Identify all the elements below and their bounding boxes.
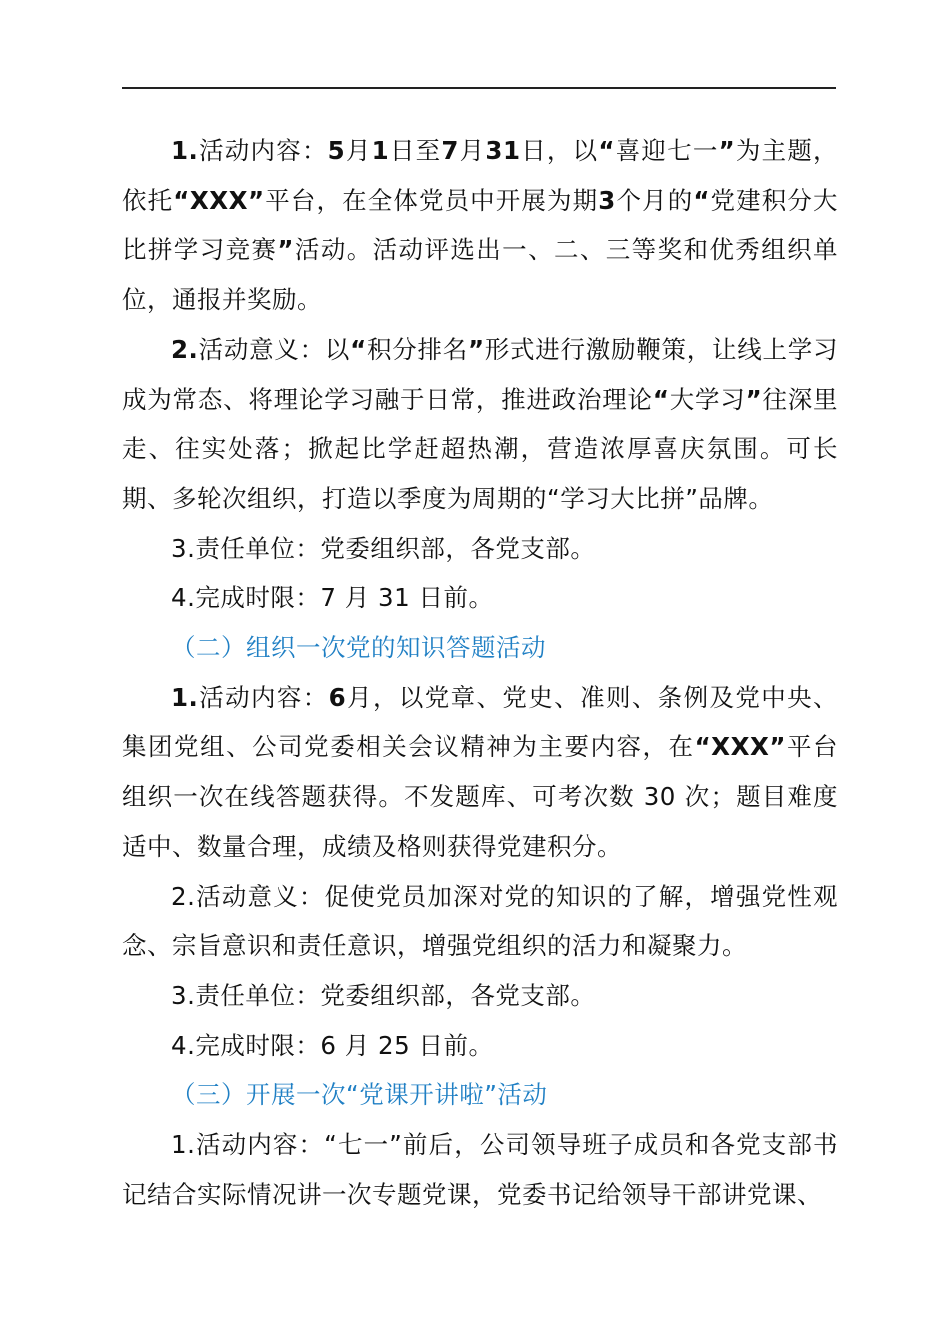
text-run: 2.活动意义：促使党员加深对党的知识的了解，增强党性观念、宗旨意识和责任意识，增强党组织的活力和凝聚力。 — [122, 881, 838, 961]
body-paragraph — [122, 573, 838, 623]
body-paragraph — [122, 673, 838, 872]
text-run: 大学习 — [669, 384, 746, 414]
bold-run: “XXX” — [694, 732, 786, 762]
text-run: 积分排名 — [366, 334, 468, 364]
bold-run: 3 — [598, 185, 616, 215]
text-run: 形式进行激励鞭策，让线上学习成为常态、将理论学习融于日常，推进政治理论 — [122, 334, 839, 414]
bold-run: 31 — [485, 136, 521, 165]
section-heading — [122, 623, 838, 673]
text-run: 平台，在全体党员中开展为期 — [264, 185, 599, 215]
text-run: 平台组织一次在线答题获得。不发题库、可考次数 30 次；题目难度适中、数量合理，成绩及格则获得党建积分。 — [122, 732, 839, 861]
bold-run: 5 — [327, 136, 346, 165]
text-run: 3.责任单位：党委组织部，各党支部。 — [171, 533, 596, 563]
bold-run: ” — [745, 384, 763, 414]
text-run: 4.完成时限：7 月 31 日前。 — [171, 583, 494, 613]
text-run: （三）开展一次“党课开讲啦”活动 — [171, 1080, 548, 1110]
bold-run: ” — [718, 136, 736, 165]
body-paragraph — [122, 524, 838, 574]
bold-run: “ — [598, 136, 615, 165]
bold-run: ” — [467, 334, 485, 364]
body-paragraph — [122, 325, 838, 524]
text-run: 日至 — [389, 136, 442, 165]
text-run: 活动意义：以 — [198, 334, 351, 364]
text-run: 活动。活动评选出一、二、三等奖和优秀组织单位，通报并奖励。 — [122, 235, 838, 315]
header-rule — [122, 87, 836, 89]
body-paragraph — [122, 872, 838, 971]
text-run: 往深里走、往实处落；掀起比学赶超热潮，营造浓厚喜庆氛围。可长期、多轮次组织，打造以季度为周期的“学习大比拼”品牌。 — [122, 384, 839, 513]
bold-run: “ — [350, 334, 367, 364]
body-paragraph — [122, 1120, 838, 1219]
bold-run: 1. — [171, 136, 199, 165]
bold-run: “ — [652, 384, 670, 414]
text-run: 活动内容： — [198, 682, 329, 712]
text-run: （二）组织一次党的知识答题活动 — [171, 633, 546, 663]
text-run: 4.完成时限：6 月 25 日前。 — [171, 1030, 494, 1060]
text-run: 1.活动内容：“七一”前后，公司领导班子成员和各党支部书记结合实际情况讲一次专题党课，党委书记给领导干部讲党课、 — [122, 1130, 838, 1209]
body-paragraph — [122, 1021, 838, 1071]
text-run: 党建积分大比拼学习竞赛 — [122, 185, 839, 265]
bold-run: 6 — [328, 682, 347, 712]
bold-run: 7 — [441, 136, 459, 165]
text-run: 为主题，依托 — [122, 136, 839, 215]
text-run: 月 — [458, 136, 486, 165]
text-run: 喜迎七一 — [614, 136, 719, 165]
text-run: 月 — [345, 136, 372, 165]
text-run: 月，以党章、党史、准则、条例及党中央、集团党组、公司党委相关会议精神为主要内容，在 — [122, 682, 839, 762]
text-run: 活动内容： — [198, 136, 328, 165]
text-run: 个月的 — [615, 185, 694, 215]
bold-run: 1 — [371, 136, 390, 165]
body-paragraph — [122, 971, 838, 1021]
bold-run: “XXX” — [173, 185, 265, 215]
text-run: 日，以 — [520, 136, 599, 165]
text-run: 3.责任单位：党委组织部，各党支部。 — [171, 980, 596, 1010]
bold-run: ” — [277, 235, 295, 265]
bold-run: 2. — [171, 334, 199, 364]
bold-run: “ — [693, 185, 710, 215]
document-body — [122, 126, 838, 1219]
body-paragraph — [122, 126, 838, 325]
bold-run: 1. — [171, 682, 199, 712]
section-heading — [122, 1070, 838, 1120]
